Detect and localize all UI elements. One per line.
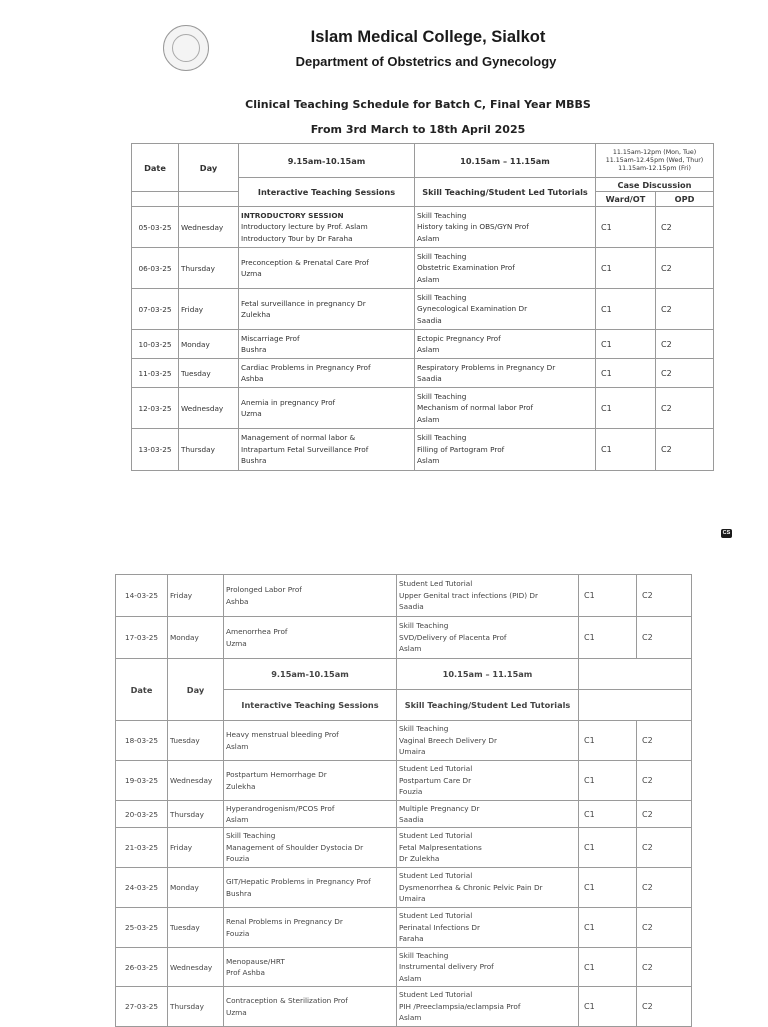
header-day: Day xyxy=(179,144,239,192)
skill-line: PIH /Preeclampsia/eclampsia Prof xyxy=(399,1001,521,1011)
row-skill-teaching xyxy=(415,330,596,359)
skill-line: Filling of Partogram Prof xyxy=(417,444,505,454)
row-ward-ot: C1 xyxy=(579,908,637,948)
skill-line: Aslam xyxy=(399,973,422,983)
session-line: Fouzia xyxy=(226,854,250,864)
session-line: Menopause/HRT xyxy=(226,956,285,966)
row-day: Friday xyxy=(168,575,224,617)
session-line: Zulekha xyxy=(226,781,256,791)
row-ward-ot: C1 xyxy=(579,948,637,987)
row-interactive-session xyxy=(224,987,397,1027)
skill-line: SVD/Delivery of Placenta Prof xyxy=(399,632,507,642)
schedule-row xyxy=(116,617,692,659)
row-ward-ot: C1 xyxy=(596,289,656,330)
schedule-table-page-1 xyxy=(131,143,714,471)
row-day: Wednesday xyxy=(168,761,224,801)
row-skill-teaching xyxy=(397,801,579,828)
header-date: Date xyxy=(132,144,179,192)
row-skill-teaching xyxy=(397,617,579,659)
row-skill-teaching xyxy=(397,828,579,868)
session-line: GIT/Hepatic Problems in Pregnancy Prof xyxy=(226,877,371,886)
header-interactive-sessions: Interactive Teaching Sessions xyxy=(224,690,397,721)
session-line: Introductory Tour by Dr Faraha xyxy=(241,233,353,243)
row-ward-ot: C1 xyxy=(596,330,656,359)
session-line: Bushra xyxy=(241,456,267,466)
row-ward-ot: C1 xyxy=(579,828,637,868)
header-slot1-time: 9.15am-10.15am xyxy=(224,659,397,690)
session-line: Anemia in pregnancy Prof xyxy=(241,397,336,407)
schedule-row xyxy=(116,987,692,1027)
skill-line: Aslam xyxy=(417,345,440,354)
session-line: Fouzia xyxy=(226,928,250,938)
schedule-row xyxy=(116,828,692,868)
row-date: 20-03-25 xyxy=(116,801,168,828)
row-day: Tuesday xyxy=(179,359,239,388)
schedule-row xyxy=(132,429,714,471)
header-slot2-time: 10.15am – 11.15am xyxy=(415,144,596,178)
row-day: Monday xyxy=(179,330,239,359)
skill-line: Faraha xyxy=(399,934,424,944)
row-day: Monday xyxy=(168,868,224,908)
row-skill-teaching xyxy=(415,359,596,388)
skill-line: Aslam xyxy=(417,274,440,284)
row-ward-ot: C1 xyxy=(579,721,637,761)
skill-line: Postpartum Care Dr xyxy=(399,775,472,785)
slot3-time-mon-tue: 11.15am-12pm (Mon, Tue) xyxy=(612,148,697,156)
row-day: Thursday xyxy=(179,429,239,471)
schedule-row xyxy=(132,207,714,248)
schedule-table-page-2 xyxy=(115,574,692,1027)
row-date: 27-03-25 xyxy=(116,987,168,1027)
row-interactive-session xyxy=(239,248,415,289)
row-opd: C2 xyxy=(656,330,714,359)
header-case-discussion: Case Discussion xyxy=(596,178,714,192)
row-opd: C2 xyxy=(637,987,692,1027)
session-line: Uzma xyxy=(226,1007,247,1017)
row-opd: C2 xyxy=(656,359,714,388)
header-skill-teaching: Skill Teaching/Student Led Tutorials xyxy=(415,178,596,207)
skill-line: Instrumental delivery Prof xyxy=(399,962,494,972)
row-interactive-session xyxy=(224,761,397,801)
slot3-time-wed-thur: 11.15am-12.45pm (Wed, Thur) xyxy=(605,156,704,164)
row-day: Wednesday xyxy=(168,948,224,987)
session-line: Bushra xyxy=(226,888,252,898)
row-opd: C2 xyxy=(637,948,692,987)
row-opd: C2 xyxy=(637,761,692,801)
session-line: Amenorrhea Prof xyxy=(226,627,288,636)
row-interactive-session xyxy=(239,429,415,471)
session-line: Management of Shoulder Dystocia Dr xyxy=(226,842,364,852)
row-interactive-session xyxy=(224,908,397,948)
row-skill-teaching xyxy=(415,248,596,289)
row-interactive-session xyxy=(224,801,397,828)
schedule-row xyxy=(116,908,692,948)
row-date: 13-03-25 xyxy=(132,429,179,471)
row-skill-teaching xyxy=(415,429,596,471)
skill-line: Student Led Tutorial xyxy=(399,871,473,881)
skill-line: Saadia xyxy=(417,315,442,325)
row-opd: C2 xyxy=(637,801,692,828)
schedule-title: Clinical Teaching Schedule for Batch C, Final Year MBBS xyxy=(245,98,591,111)
skill-line: Aslam xyxy=(399,1013,422,1023)
row-skill-teaching xyxy=(397,575,579,617)
row-opd: C2 xyxy=(637,575,692,617)
row-opd: C2 xyxy=(637,908,692,948)
skill-line: Fetal Malpresentations xyxy=(399,842,482,852)
row-ward-ot: C1 xyxy=(579,617,637,659)
skill-line: Skill Teaching xyxy=(417,251,467,261)
schedule-date-range: From 3rd March to 18th April 2025 xyxy=(310,123,526,136)
skill-line: Umaira xyxy=(399,747,426,757)
schedule-row xyxy=(116,575,692,617)
session-line: Ashba xyxy=(226,596,249,606)
skill-line: Aslam xyxy=(417,414,440,424)
row-day: Tuesday xyxy=(168,908,224,948)
skill-line: Aslam xyxy=(417,456,440,466)
row-date: 11-03-25 xyxy=(132,359,179,388)
skill-line: Dysmenorrhea & Chronic Pelvic Pain Dr xyxy=(399,882,543,892)
row-day: Thursday xyxy=(168,987,224,1027)
skill-line: Student Led Tutorial xyxy=(399,831,473,841)
row-ward-ot: C1 xyxy=(579,761,637,801)
schedule-row xyxy=(116,721,692,761)
row-opd: C2 xyxy=(656,429,714,471)
header-case-blank xyxy=(579,659,692,690)
row-opd: C2 xyxy=(656,289,714,330)
header-slot3-times xyxy=(596,144,714,178)
row-date: 10-03-25 xyxy=(132,330,179,359)
row-ward-ot: C1 xyxy=(579,575,637,617)
row-date: 06-03-25 xyxy=(132,248,179,289)
session-line: Cardiac Problems in Pregnancy Prof xyxy=(241,362,371,372)
row-day: Friday xyxy=(168,828,224,868)
row-ward-ot: C1 xyxy=(596,388,656,429)
skill-line: Multiple Pregnancy Dr xyxy=(399,803,480,813)
row-interactive-session xyxy=(224,575,397,617)
skill-line: Mechanism of normal labor Prof xyxy=(417,403,534,413)
row-date: 14-03-25 xyxy=(116,575,168,617)
schedule-row xyxy=(116,761,692,801)
row-skill-teaching xyxy=(397,987,579,1027)
row-skill-teaching xyxy=(397,908,579,948)
row-date: 05-03-25 xyxy=(132,207,179,248)
session-line: Introductory lecture by Prof. Aslam xyxy=(241,222,368,232)
row-date: 25-03-25 xyxy=(116,908,168,948)
skill-line: Student Led Tutorial xyxy=(399,764,473,774)
session-line: Intrapartum Fetal Surveillance Prof xyxy=(241,444,369,454)
row-interactive-session xyxy=(224,828,397,868)
row-opd: C2 xyxy=(637,721,692,761)
row-skill-teaching xyxy=(397,948,579,987)
row-date: 21-03-25 xyxy=(116,828,168,868)
skill-line: Ectopic Pregnancy Prof xyxy=(417,333,501,343)
session-line: Hyperandrogenism/PCOS Prof xyxy=(226,803,335,813)
row-skill-teaching xyxy=(397,761,579,801)
skill-line: Skill Teaching xyxy=(399,621,449,631)
row-opd: C2 xyxy=(637,828,692,868)
row-interactive-session xyxy=(224,868,397,908)
row-ward-ot: C1 xyxy=(596,359,656,388)
skill-line: Student Led Tutorial xyxy=(399,911,473,921)
row-interactive-session xyxy=(239,388,415,429)
skill-line: Aslam xyxy=(399,644,422,654)
row-date: 18-03-25 xyxy=(116,721,168,761)
row-day: Monday xyxy=(168,617,224,659)
skill-line: Student Led Tutorial xyxy=(399,579,473,589)
header-day-spacer xyxy=(179,192,239,207)
session-line: Prolonged Labor Prof xyxy=(226,585,302,594)
row-interactive-session xyxy=(239,289,415,330)
row-opd: C2 xyxy=(656,248,714,289)
skill-line: Respiratory Problems in Pregnancy Dr xyxy=(417,362,556,372)
session-line: Management of normal labor & xyxy=(241,433,356,443)
skill-line: Saadia xyxy=(417,374,442,383)
row-interactive-session xyxy=(239,207,415,248)
session-line: INTRODUCTORY SESSION xyxy=(241,210,344,220)
skill-line: Fouzia xyxy=(399,787,423,797)
row-ward-ot: C1 xyxy=(596,207,656,248)
session-line: Zulekha xyxy=(241,310,271,319)
skill-line: Skill Teaching xyxy=(417,433,467,443)
skill-line: Saadia xyxy=(399,602,424,612)
row-date: 17-03-25 xyxy=(116,617,168,659)
skill-line: Saadia xyxy=(399,815,424,824)
session-line: Uzma xyxy=(241,269,262,278)
row-day: Wednesday xyxy=(179,207,239,248)
schedule-row xyxy=(132,388,714,429)
row-opd: C2 xyxy=(637,868,692,908)
row-skill-teaching xyxy=(415,289,596,330)
camscanner-badge: CS xyxy=(722,530,731,536)
row-day: Thursday xyxy=(179,248,239,289)
row-opd: C2 xyxy=(637,617,692,659)
session-line: Fetal surveillance in pregnancy Dr xyxy=(241,298,366,308)
header-opd: OPD xyxy=(656,192,714,207)
college-name: Islam Medical College, Sialkot xyxy=(310,28,546,46)
schedule-row xyxy=(132,289,714,330)
row-day: Thursday xyxy=(168,801,224,828)
row-date: 24-03-25 xyxy=(116,868,168,908)
schedule-row xyxy=(132,330,714,359)
row-interactive-session xyxy=(224,721,397,761)
row-interactive-session xyxy=(224,948,397,987)
row-date: 26-03-25 xyxy=(116,948,168,987)
skill-line: Student Led Tutorial xyxy=(399,990,473,1000)
row-ward-ot: C1 xyxy=(596,429,656,471)
header-ward-ot: Ward/OT xyxy=(596,192,656,207)
skill-line: Umaira xyxy=(399,894,426,904)
session-line: Contraception & Sterilization Prof xyxy=(226,996,348,1005)
skill-line: Skill Teaching xyxy=(417,391,467,401)
session-line: Preconception & Prenatal Care Prof xyxy=(241,257,369,267)
skill-line: Upper Genital tract infections (PID) Dr xyxy=(399,590,539,600)
row-date: 07-03-25 xyxy=(132,289,179,330)
header-slot2-time: 10.15am – 11.15am xyxy=(397,659,579,690)
department-name: Department of Obstetrics and Gynecology xyxy=(295,54,557,69)
row-skill-teaching xyxy=(397,721,579,761)
session-line: Renal Problems in Pregnancy Dr xyxy=(226,917,343,926)
session-line: Bushra xyxy=(241,345,267,354)
slot3-time-fri: 11.15am-12.15pm (Fri) xyxy=(618,164,691,172)
session-line: Aslam xyxy=(226,741,249,751)
session-line: Prof Ashba xyxy=(226,968,265,977)
skill-line: Dr Zulekha xyxy=(399,854,440,864)
skill-line: Aslam xyxy=(417,233,440,243)
row-skill-teaching xyxy=(397,868,579,908)
row-interactive-session xyxy=(224,617,397,659)
skill-line: Skill Teaching xyxy=(399,724,449,734)
row-ward-ot: C1 xyxy=(579,868,637,908)
header-case-blank-2 xyxy=(579,690,692,721)
schedule-row xyxy=(132,248,714,289)
schedule-row xyxy=(116,868,692,908)
row-opd: C2 xyxy=(656,207,714,248)
row-day: Wednesday xyxy=(179,388,239,429)
skill-line: Gynecological Examination Dr xyxy=(417,304,528,314)
session-line: Uzma xyxy=(241,409,262,418)
skill-line: Skill Teaching xyxy=(399,950,449,960)
header-skill-teaching: Skill Teaching/Student Led Tutorials xyxy=(397,690,579,721)
row-interactive-session xyxy=(239,359,415,388)
session-line: Postpartum Hemorrhage Dr xyxy=(226,770,327,779)
row-day: Friday xyxy=(179,289,239,330)
row-skill-teaching xyxy=(415,207,596,248)
session-line: Heavy menstrual bleeding Prof xyxy=(226,730,339,739)
row-ward-ot: C1 xyxy=(596,248,656,289)
session-line: Skill Teaching xyxy=(226,831,276,841)
header-date-spacer xyxy=(132,192,179,207)
row-opd: C2 xyxy=(656,388,714,429)
schedule-row xyxy=(116,948,692,987)
schedule-row xyxy=(116,801,692,828)
row-skill-teaching xyxy=(415,388,596,429)
session-line: Aslam xyxy=(226,815,249,824)
header-slot1-time: 9.15am-10.15am xyxy=(239,144,415,178)
skill-line: Vaginal Breech Delivery Dr xyxy=(399,735,498,745)
header-day: Day xyxy=(168,659,224,721)
session-line: Miscarriage Prof xyxy=(241,333,300,343)
skill-line: Perinatal Infections Dr xyxy=(399,922,480,932)
session-line: Uzma xyxy=(226,638,247,648)
row-day: Tuesday xyxy=(168,721,224,761)
row-interactive-session xyxy=(239,330,415,359)
skill-line: Skill Teaching xyxy=(417,210,467,220)
header-interactive-sessions: Interactive Teaching Sessions xyxy=(239,178,415,207)
row-date: 19-03-25 xyxy=(116,761,168,801)
skill-line: Skill Teaching xyxy=(417,292,467,302)
schedule-row xyxy=(132,359,714,388)
header-date: Date xyxy=(116,659,168,721)
skill-line: Obstetric Examination Prof xyxy=(417,263,515,273)
row-ward-ot: C1 xyxy=(579,801,637,828)
row-date: 12-03-25 xyxy=(132,388,179,429)
row-ward-ot: C1 xyxy=(579,987,637,1027)
session-line: Ashba xyxy=(241,374,264,383)
skill-line: History taking in OBS/GYN Prof xyxy=(417,222,529,232)
